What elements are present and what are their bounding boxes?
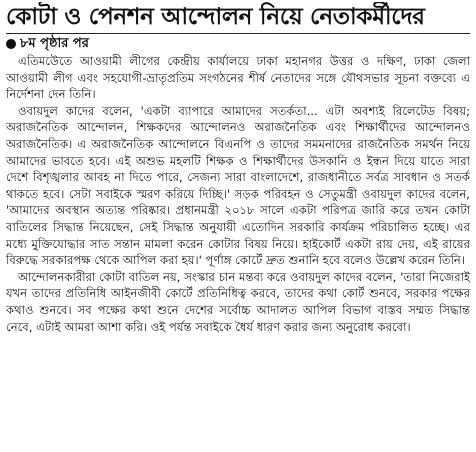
article-body — [6, 53, 470, 335]
continuation-label: ৮ম পৃষ্ঠার পর — [20, 36, 89, 51]
bullet-icon — [6, 39, 16, 49]
body-paragraph: এতিমউেতে আওয়ামী লীগের কেন্দ্রীয় কার্যালয়ে ঢাকা মহানগর উত্তর ও দক্ষিণ, ঢাকা জেলা আওয়ামী লীগ এবং সহযোগী-ভ্রাতৃপ্রতিম সংগঠনের শীর্ষ নেতাদের সঙ্গে যৌথসভার সূচনা বক্তব্যে এ নির্দেশনা দেন তিনি। — [6, 54, 470, 102]
body-paragraph: আন্দোলনকারীরা কোটা বাতিল নয়, সংস্কার চান মন্তব্য করে ওবায়দুল কাদের বলেন, 'তারা নিজেরাই যখন তাদের প্রতিনিধি আইনজীবী কোর্টে প্রতিনিধিত্ব করবে, তাদের কথা কোর্ট শুনবে, সরকার পক্ষের কথাও শুনবে। সব পক্ষের কথা শুনে দেশের সর্বোচ্চ আদালত আপিল বিভাগ বাস্তব সম্মত সিদ্ধান্ত নেবে, এটাই আমরা আশা করি। ওই পর্যন্ত সবাইকে ধৈর্য ধারণ করার জন্য অনুরোধ করবো। — [6, 269, 470, 334]
continuation-line — [6, 35, 470, 53]
headline: কোটা ও পেনশন আন্দোলন নিয়ে নেতাকর্মীদের — [6, 2, 470, 34]
body-paragraph: ওবায়দুল কাদের বলেন, 'একটা ব্যাপারে আমাদের সতর্কতা... এটা অবশ্যই রিলেটেড বিষয়; অরাজনৈতিক আন্দোলন, শিক্ষকদের আন্দোলনও অরাজনৈতিক এবং শিক্ষার্থীদের আন্দোলনও অরাজনৈতিক। এ অরাজনৈতিক আন্দোলনে বিএনপি ও তাদের সমমনাদের রাজনৈতিক সমর্থন নিয়ে আমাদের ভাবতে হবে। এই অশুভ মহলটি শিক্ষক ও শিক্ষার্থীদের উসকানি ও ইন্ধন দিয়ে যাতে সারা দেশে বিশৃঙ্খলার আবহ না দিতে পারে, সেজন্য সারা বাংলাদেশে, রাজধানীতে সর্বত্র সাবধান ও সতর্ক থাকতে হবে। সেটা সবাইকে স্মরণ করিয়ে দিচ্ছি।' সড়ক পরিবহন ও সেতুমন্ত্রী ওবায়দুল কাদের বলেন, 'আমাদের অবস্থান অত্যন্ত পরিষ্কার। প্রধানমন্ত্রী ২০১৮ সালে একটা পরিপত্র জারি করে তখন কোটা বাতিলের সিদ্ধান্ত নিয়েছেন, সেই সিদ্ধান্ত অনুযায়ী এতোদিন সরকারি কার্যক্রম পরিচালিত হচ্ছে। এর মধ্যে মুক্তিযোদ্ধার সাত সন্তান মামলা করেন কোটার বিষয় নিয়ে। হাইকোর্ট একটা রায় দেয়, এই রায়ের বিরুদ্ধে সরকারপক্ষ থেকে আপিল করা হয়।' পূর্ণাঙ্গ কোর্টে দ্রুত শুনানি হবে বলেও উল্লেখ করেন তিনি। — [6, 103, 470, 268]
